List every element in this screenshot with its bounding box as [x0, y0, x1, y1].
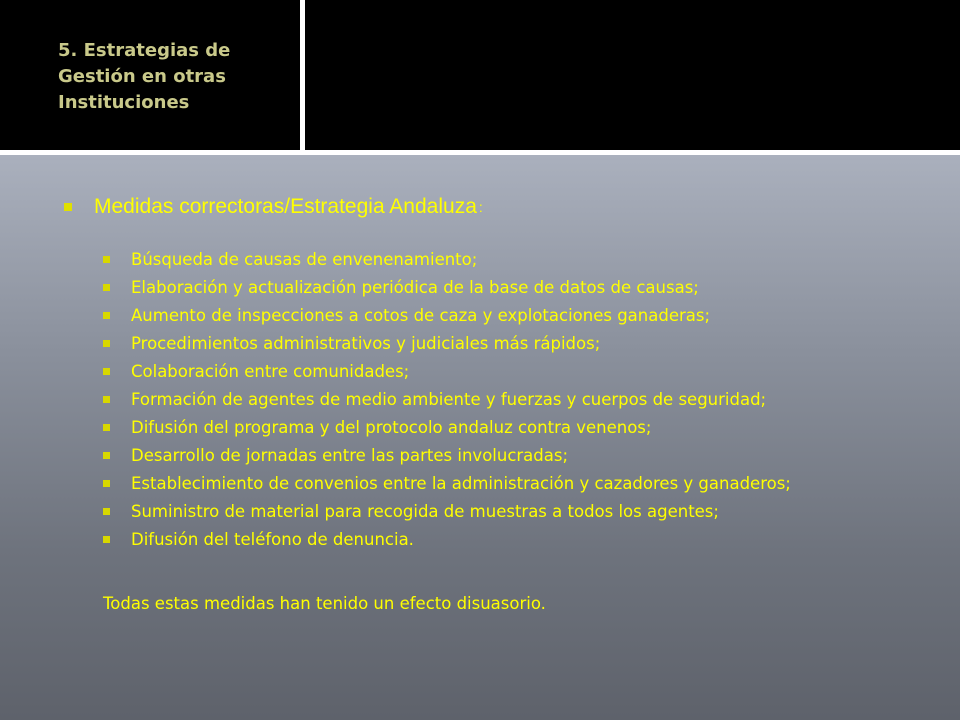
sub-bullet-item — [103, 307, 907, 324]
sub-bullet-item — [103, 279, 907, 296]
sub-bullet-text: Difusión del programa y del protocolo andaluz contra venenos; — [131, 418, 652, 437]
square-bullet-icon — [103, 480, 110, 487]
square-bullet-icon — [103, 424, 110, 431]
sub-bullet-item — [103, 475, 907, 492]
square-bullet-icon — [103, 256, 110, 263]
sub-bullet-item — [103, 447, 907, 464]
main-bullet-item — [64, 193, 483, 221]
sub-bullet-item — [103, 531, 907, 548]
square-bullet-icon — [103, 396, 110, 403]
square-bullet-icon — [103, 536, 110, 543]
conclusion-text: Todas estas medidas han tenido un efecto disuasorio. — [103, 594, 546, 613]
sub-bullet-text: Búsqueda de causas de envenenamiento; — [131, 250, 478, 269]
sub-bullet-text: Formación de agentes de medio ambiente y fuerzas y cuerpos de seguridad; — [131, 390, 767, 409]
sub-bullet-item — [103, 503, 907, 520]
square-bullet-icon — [103, 284, 110, 291]
sub-bullet-item — [103, 391, 907, 408]
square-bullet-icon — [103, 508, 110, 515]
sub-bullet-text: Difusión del teléfono de denuncia. — [131, 530, 414, 549]
main-bullet-colon: : — [478, 199, 483, 215]
square-bullet-icon — [103, 340, 110, 347]
sub-bullet-item — [103, 335, 907, 352]
sub-bullet-list — [103, 251, 907, 559]
sub-bullet-text: Suministro de material para recogida de muestras a todos los agentes; — [131, 502, 719, 521]
sub-bullet-item — [103, 419, 907, 436]
square-bullet-icon — [103, 368, 110, 375]
sub-bullet-text: Colaboración entre comunidades; — [131, 362, 410, 381]
sub-bullet-text: Elaboración y actualización periódica de la base de datos de causas; — [131, 278, 699, 297]
square-bullet-icon — [103, 312, 110, 319]
vertical-divider — [300, 0, 305, 152]
sub-bullet-text: Desarrollo de jornadas entre las partes involucradas; — [131, 446, 569, 465]
sub-bullet-item — [103, 363, 907, 380]
square-bullet-icon — [64, 203, 72, 211]
slide-title: 5. Estrategias de Gestión en otras Instituciones — [58, 40, 231, 113]
sub-bullet-text: Aumento de inspecciones a cotos de caza y explotaciones ganaderas; — [131, 306, 711, 325]
main-bullet-heading: Medidas correctoras/Estrategia Andaluza — [94, 195, 477, 218]
content-panel — [0, 155, 960, 720]
sub-bullet-text: Establecimiento de convenios entre la administración y cazadores y ganaderos; — [131, 474, 791, 493]
sub-bullet-item — [103, 251, 907, 268]
sub-bullet-text: Procedimientos administrativos y judiciales más rápidos; — [131, 334, 601, 353]
title-box — [0, 0, 300, 150]
square-bullet-icon — [103, 452, 110, 459]
